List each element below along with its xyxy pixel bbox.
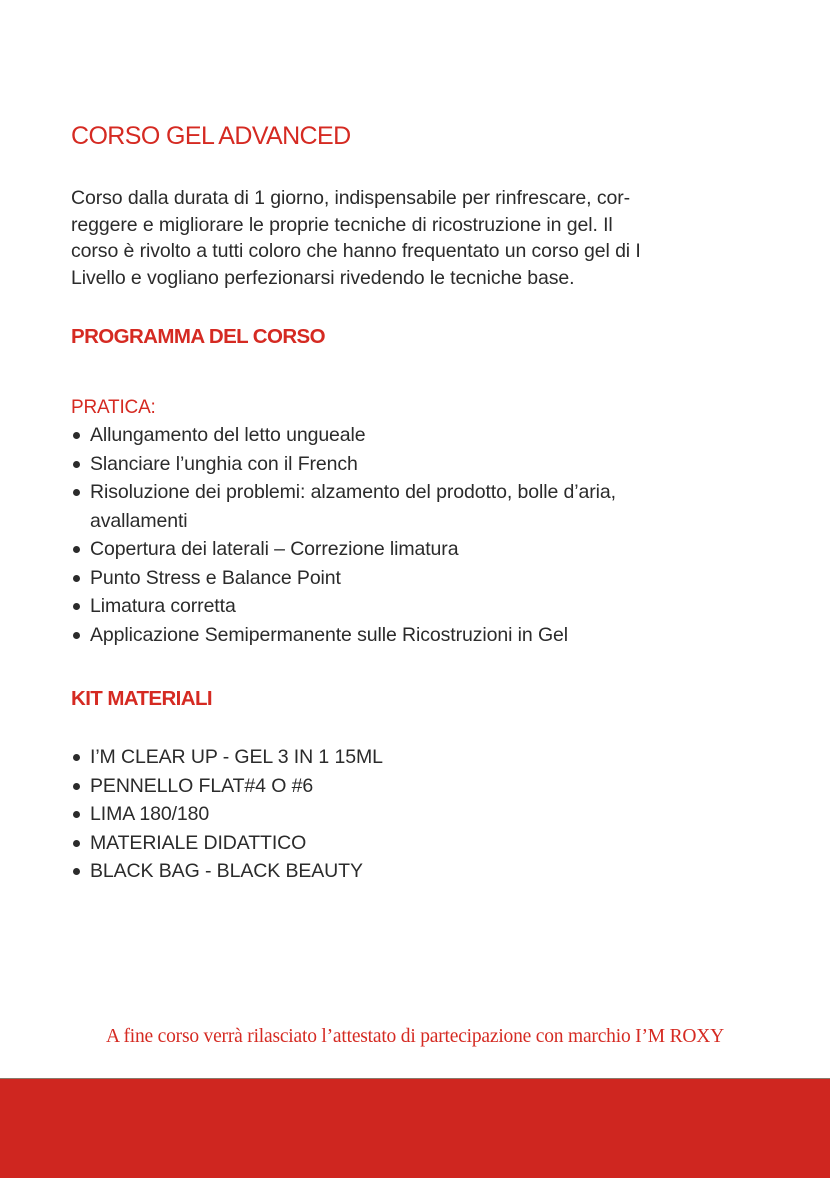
- bullet-icon: [73, 754, 80, 761]
- certificate-note: A fine corso verrà rilasciato l’attestato di partecipazione con marchio I’M ROXY: [105, 1026, 725, 1047]
- intro-line: corso è rivolto a tutti coloro che hanno frequentato un corso gel di I: [71, 240, 641, 262]
- kit-heading: KIT MATERIALI: [71, 687, 212, 710]
- program-heading: PROGRAMMA DEL CORSO: [71, 325, 325, 348]
- list-item: [71, 857, 383, 886]
- intro-line: Corso dalla durata di 1 giorno, indispensabile per rinfrescare, cor-: [71, 187, 630, 209]
- list-item: [71, 743, 383, 772]
- bullet-icon: [73, 868, 80, 875]
- list-item: [71, 478, 616, 535]
- list-item: [71, 421, 616, 450]
- list-item-text: Applicazione Semipermanente sulle Ricostruzioni in Gel: [90, 623, 569, 646]
- list-item-text: Slanciare l’unghia con il French: [90, 452, 358, 475]
- footer-band: [0, 1078, 830, 1178]
- bullet-icon: [73, 632, 80, 639]
- page-title: CORSO GEL ADVANCED: [71, 122, 351, 150]
- list-item: [71, 772, 383, 801]
- bullet-icon: [73, 603, 80, 610]
- list-item-text: Limatura corretta: [90, 595, 236, 617]
- list-item: [71, 800, 383, 829]
- intro-paragraph: [71, 185, 771, 291]
- list-item: [71, 621, 616, 650]
- intro-line: reggere e migliorare le proprie tecniche di ricostruzione in gel. Il: [71, 213, 613, 236]
- kit-list: [71, 743, 383, 886]
- list-item-text: BLACK BAG - BLACK BEAUTY: [90, 860, 363, 882]
- bullet-icon: [73, 811, 80, 818]
- list-item: [71, 535, 616, 564]
- list-item: [71, 829, 383, 858]
- bullet-icon: [73, 575, 80, 582]
- list-item: [71, 450, 616, 479]
- list-item-text: Allungamento del letto ungueale: [90, 424, 366, 446]
- bullet-icon: [73, 546, 80, 553]
- list-item-text: MATERIALE DIDATTICO: [90, 831, 307, 854]
- list-item-text: Risoluzione dei problemi: alzamento del prodotto, bolle d’aria,: [90, 481, 616, 503]
- intro-line: Livello e vogliano perfezionarsi rivedendo le tecniche base.: [71, 266, 575, 289]
- list-item: [71, 592, 616, 621]
- list-item: [71, 564, 616, 593]
- program-list: [71, 421, 616, 649]
- bullet-icon: [73, 489, 80, 496]
- bullet-icon: [73, 432, 80, 439]
- bullet-icon: [73, 840, 80, 847]
- list-item-text: Punto Stress e Balance Point: [90, 566, 341, 589]
- practice-label: PRATICA:: [71, 397, 156, 418]
- bullet-icon: [73, 461, 80, 468]
- list-item-text: Copertura dei laterali – Correzione limatura: [90, 538, 459, 560]
- bullet-icon: [73, 783, 80, 790]
- list-item-text: PENNELLO FLAT#4 O #6: [90, 774, 314, 797]
- list-item-text: I’M CLEAR UP - GEL 3 IN 1 15ML: [90, 746, 383, 768]
- list-item-continuation: avallamenti: [90, 509, 188, 532]
- list-item-text: LIMA 180/180: [90, 803, 210, 825]
